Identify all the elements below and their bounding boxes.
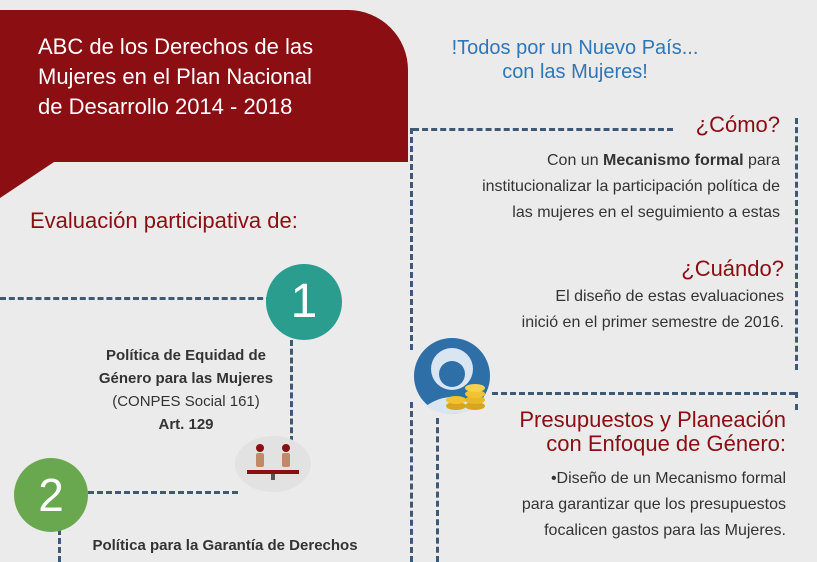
dashed-line — [410, 128, 413, 350]
como-text — [418, 148, 780, 226]
dashed-line — [436, 418, 439, 562]
como-line-3: las mujeres en el seguimiento a estas — [512, 204, 780, 221]
cuando-heading: ¿Cuándo? — [681, 256, 784, 281]
presupuestos-line-1: •Diseño de un Mecanismo formal — [550, 470, 786, 487]
slogan — [420, 36, 730, 84]
dashed-line — [410, 402, 413, 562]
cuando-text — [440, 284, 784, 336]
item-2-line-1: Política para la Garantía de Derechos — [92, 537, 358, 554]
como-line-2: institucionalizar la participación política de — [482, 178, 780, 195]
slogan-line-1: !Todos por un Nuevo País... — [451, 37, 699, 59]
title-line-3: de Desarrollo 2014 - 2018 — [38, 94, 293, 119]
number-badge-2: 2 — [14, 458, 88, 532]
title-line-1: ABC de los Derechos de las — [38, 34, 314, 59]
cuando-line-2: inició en el primer semestre de 2016. — [521, 314, 784, 331]
presupuestos-heading-line-2: con Enfoque de Género: — [546, 431, 786, 456]
dashed-line — [795, 118, 798, 370]
como-line-1-bold: Mecanismo formal — [603, 152, 744, 169]
presupuestos-text — [452, 466, 786, 544]
presupuestos-heading-line-1: Presupuestos y Planeación — [519, 407, 786, 432]
page-title — [38, 32, 378, 122]
coins-icon — [444, 376, 490, 412]
como-heading: ¿Cómo? — [695, 112, 780, 137]
item-1-text — [70, 344, 302, 436]
title-line-2: Mujeres en el Plan Nacional — [38, 64, 312, 89]
como-line-1-post: para — [743, 152, 780, 169]
dashed-line — [0, 297, 272, 300]
evaluacion-heading: Evaluación participativa de: — [30, 208, 298, 233]
como-line-1 — [418, 148, 780, 174]
dashed-line — [492, 392, 795, 395]
item-1-line-4: Art. 129 — [158, 416, 214, 433]
item-1-line-2: Género para las Mujeres — [98, 370, 274, 387]
equality-scale-icon — [233, 434, 313, 494]
item-1-line-3: (CONPES Social 161) — [112, 393, 260, 410]
presupuestos-line-3: focalicen gastos para las Mujeres. — [544, 522, 786, 539]
presupuestos-heading — [450, 408, 786, 456]
como-line-1-pre: Con un — [547, 152, 604, 169]
slogan-line-2: con las Mujeres! — [502, 61, 648, 83]
dashed-line — [795, 392, 798, 410]
cuando-line-1: El diseño de estas evaluaciones — [555, 288, 784, 305]
presupuestos-line-2: para garantizar que los presupuestos — [521, 496, 786, 513]
dashed-line — [88, 491, 238, 494]
item-1-line-1: Política de Equidad de — [105, 347, 267, 364]
number-badge-1: 1 — [266, 264, 342, 340]
